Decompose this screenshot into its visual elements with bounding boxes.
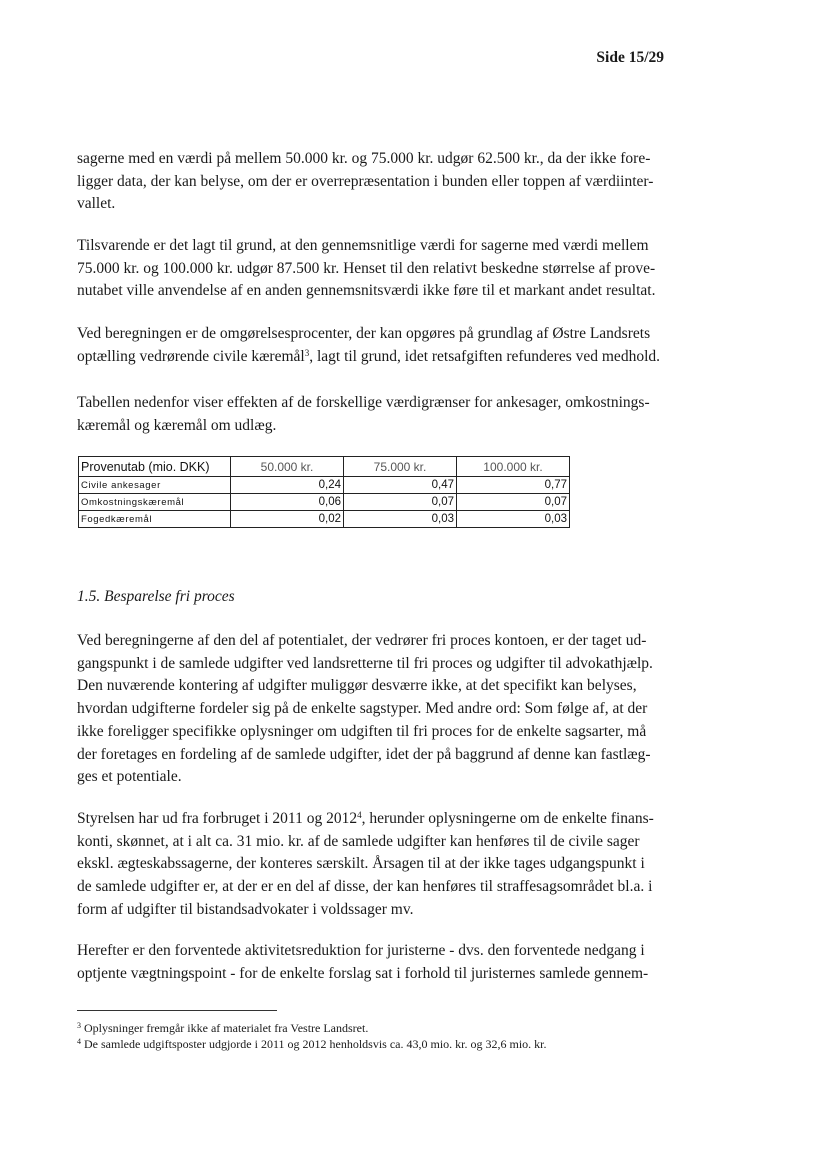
column-header: 75.000 kr. <box>344 457 457 477</box>
text-line: vallet. <box>77 195 116 213</box>
paragraph-3 <box>77 323 701 368</box>
table-cell: 0,02 <box>231 511 344 528</box>
text-line: 75.000 kr. og 100.000 kr. udgør 87.500 kr. Henset til den relativt beskedne størrelse af prove- <box>77 259 656 277</box>
footnote-4 <box>77 1036 547 1052</box>
text-line: der foretages en fordeling af de samlede udgifter, idet der på baggrund af denne kan fastlæg- <box>77 745 651 763</box>
text-fragment: , herunder oplysningerne om de enkelte finans- <box>361 810 654 827</box>
table-row <box>79 511 570 528</box>
column-header: 100.000 kr. <box>457 457 570 477</box>
paragraph-2 <box>77 235 701 303</box>
paragraph-7 <box>77 940 701 985</box>
text-line: Tabellen nedenfor viser effekten af de forskellige værdigrænser for ankesager, omkostnings- <box>77 394 650 411</box>
paragraph-5 <box>77 630 701 789</box>
text-line: ikke foreligger specifikke oplysninger om udgiften til fri proces for de enkelte sagsarter, må <box>77 722 647 740</box>
table-cell: 0,77 <box>457 477 570 494</box>
text-line: Den nuværende kontering af udgifter muliggør desværre ikke, at det specifikt kan belyses, <box>77 677 637 695</box>
text-line: konti, skønnet, at i alt ca. 31 mio. kr. af de samlede udgifter kan henføres til de civile sager <box>77 832 640 850</box>
section-heading: 1.5. Besparelse fri proces <box>77 588 235 605</box>
table-header-row <box>79 457 570 477</box>
text-line <box>77 808 701 831</box>
table-cell: 0,24 <box>231 477 344 494</box>
text-line: ges et potentiale. <box>77 768 182 786</box>
table-cell: 0,06 <box>231 494 344 511</box>
paragraph-4 <box>77 392 701 437</box>
paragraph-1 <box>77 148 701 216</box>
revenue-loss-table <box>78 456 570 528</box>
text-line: nutabet ville anvendelse af en anden gennemsnitsværdi ikke føre til et markant andet resultat. <box>77 282 656 300</box>
row-label: Fogedkæremål <box>79 511 231 528</box>
paragraph-6 <box>77 808 701 922</box>
text-fragment: Styrelsen har ud fra forbruget i 2011 og 2012 <box>77 810 358 827</box>
text-fragment: optælling vedrørende civile kæremål <box>77 347 305 365</box>
page-number: Side 15/29 <box>596 49 664 66</box>
footnote-ref-3[interactable]: 3 <box>304 347 310 358</box>
text-line: Herefter er den forventede aktivitetsreduktion for juristerne - dvs. den forventede nedgang i <box>77 942 645 959</box>
table-cell: 0,07 <box>457 494 570 511</box>
table-cell: 0,03 <box>457 511 570 528</box>
text-line: Ved beregningen er de omgørelsesprocenter, der kan opgøres på grundlag af Østre Landsrets <box>77 325 651 342</box>
table-row <box>79 494 570 511</box>
text-line: ekskl. ægteskabssagerne, der konteres særskilt. Årsagen til at der ikke tages udgangspunkt i <box>77 855 645 873</box>
row-label: Civile ankesager <box>79 477 231 494</box>
text-line: kæremål og kæremål om udlæg. <box>77 416 277 434</box>
text-line <box>77 346 701 369</box>
text-line: Tilsvarende er det lagt til grund, at den gennemsnitlige værdi for sagerne med værdi mellem <box>77 237 649 254</box>
footnote-marker: 3 <box>77 1021 81 1030</box>
text-line: hvordan udgifterne fordeler sig på de enkelte sagstyper. Med andre ord: Som følge af, at der <box>77 700 648 718</box>
footnote-separator <box>77 1010 277 1011</box>
text-line: optjente vægtningspoint - for de enkelte forslag sat i forhold til juristernes samlede gennem- <box>77 964 649 982</box>
text-line: gangspunkt i de samlede udgifter ved landsretterne til fri proces og udgifter til advokathjælp. <box>77 654 653 672</box>
table-corner-header: Provenutab (mio. DKK) <box>79 457 231 477</box>
table-cell: 0,07 <box>344 494 457 511</box>
row-label: Omkostningskæremål <box>79 494 231 511</box>
text-line: form af udgifter til bistandsadvokater i voldssager mv. <box>77 900 414 918</box>
footnote-marker: 4 <box>77 1037 81 1046</box>
table-cell: 0,47 <box>344 477 457 494</box>
text-line: de samlede udgifter er, at der er en del af disse, der kan henføres til straffesagsområdet bl.a. i <box>77 878 653 896</box>
text-line: ligger data, der kan belyse, om der er overrepræsentation i bunden eller toppen af værdiinter- <box>77 172 654 190</box>
text-line: Ved beregningerne af den del af potentialet, der vedrører fri proces kontoen, er der taget ud- <box>77 632 647 649</box>
column-header: 50.000 kr. <box>231 457 344 477</box>
footnote-ref-4[interactable]: 4 <box>357 810 362 820</box>
table-row <box>79 477 570 494</box>
text-fragment: , lagt til grund, idet retsafgiften refunderes ved medhold. <box>309 347 660 365</box>
footnote-text: Oplysninger fremgår ikke af materialet fra Vestre Landsret. <box>84 1021 369 1035</box>
footnote-3 <box>77 1020 368 1036</box>
footnote-text: De samlede udgiftsposter udgjorde i 2011 og 2012 henholdsvis ca. 43,0 mio. kr. og 32,6 mio. kr. <box>84 1037 547 1051</box>
text-line: sagerne med en værdi på mellem 50.000 kr. og 75.000 kr. udgør 62.500 kr., da der ikke fore- <box>77 150 651 167</box>
table-cell: 0,03 <box>344 511 457 528</box>
